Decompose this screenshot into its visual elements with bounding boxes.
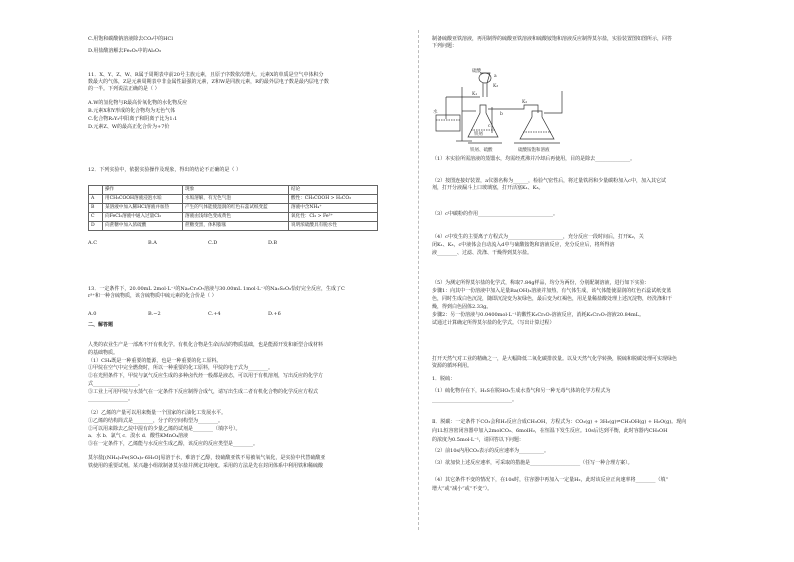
q12-option: B.A [148,240,157,246]
table-cell: 蔗糖变黑，体积膨胀 [183,222,289,231]
table-header-row [89,186,378,195]
q15-part5 [432,279,672,327]
table-cell: D [89,222,103,231]
caption-right: 硫酸铵饱和溶液 [518,148,550,153]
q13-option: A.0 [88,311,97,317]
q13-stem [88,286,345,300]
q11-options [88,99,187,131]
table-cell: C [89,213,103,222]
q16-part1-line: ________________________________。 [432,397,518,403]
q16-desulfurization-title: 1．脱硫： [432,376,456,382]
table-cell: 向FeCl₂溶液中通入过量Cl₂ [103,213,183,222]
q13-option: D.+6 [268,311,281,317]
table-cell: 酸性：CH₃COOH > H₂CO₃ [289,195,378,204]
table-cell: A [89,195,103,204]
q16-part4 [432,476,668,494]
q14-line: 人类的农业生产是一部离不开有机化学。有机化合物是生命活动的物质基础，也是能源开发和新型合成材料 [88,342,324,348]
q14-line: ①甲烷在空气中完全燃烧时，所以一种重要的化工原料，甲烷的电子式为________。 [88,365,274,372]
q11-stem [88,72,329,92]
column-divider [418,30,419,530]
q16-decarbonization-line: 的浓度为0.5mol·L⁻¹，请回答以下问题： [432,437,524,443]
q16-part3: （3）欲加快上述反应速率，可采取的措施是____________________（任写一种合理方案）。 [432,460,633,466]
table-cell: 溶液中含NH₄⁺ [289,204,378,213]
section-title: 二、解答题 [88,322,114,328]
q11-option-d: D.元素Z、W的最高正化合价为+7价 [88,124,170,130]
q14-line: ③在一定条件下，乙烯能与水反应生成乙醇，该反应的反应类型是________。 [88,441,259,447]
q14-line: 铁使用的重要试剂。某兴趣小组欲制备莫尔盐并测定其纯度。采用的方法是先在封闭体系中利用铁和稀硫酸 [88,462,324,469]
q15-intro-line: 制备硫酸亚铁溶液，再用制得的硫酸亚铁溶液和硫酸铵饱和溶液反应制得莫尔盐，实验装置图如图所示，回答 [432,36,673,42]
label-water: 水 [433,110,438,115]
q13-options [88,311,313,318]
q15-intro [432,36,672,50]
q16-decarbonization-line: 向1L恒容密闭容器中加入2molCO₂、6molH₂，在恒温下发生反应。10s后达到平衡，此时容器内CH₃OH [432,428,668,434]
q15-part1: （1）本实验所需溶液的蒸馏水，均需经煮沸并冷却后再使用，目的是除去______________。 [432,156,636,162]
q11-stem-line: 数最大的气体，Z是元素周期表中非金属性最强的元素，Z和W是同族元素，R的最外层电子数是最内层电子数 [88,78,329,85]
q12-option: D.B [268,240,278,246]
q12-stem: 12．下列实验中，依据实验操作及现象，得出的结论不正确的是（ ） [88,167,241,173]
water-trough [436,115,460,131]
q15-part4-line: 液________、过滤、洗涤、干燥得到莫尔盐。 [432,250,533,256]
q16-part1 [432,387,610,405]
table-cell: 产生的气体能使湿润的红色石蕊试纸变蓝 [183,204,289,213]
apparatus-figure [432,67,592,155]
q16-intro-line: 资源的循环利用。 [432,362,473,369]
q14-line: （2）乙烯的产量可以用来衡量一个国家的石油化工发展水平。 [88,410,227,416]
q11-option-c: C.化合物R₂Y₂中阳离子和阴离子比为1:1 [88,116,178,122]
label-a: a [494,74,497,79]
q15-part2-line: 剂，打开分液漏斗上口玻璃塞，打开活塞K₁、K₃。 [432,184,544,191]
q15-part4-line: （4）c中发生的主要离子方程式为______________________，充分反应一段时间后，打开K₂，关 [432,234,644,240]
q14-line: ________________。 [88,396,134,403]
q15-part5-line: 试通过计算确定所得莫尔盐的化学式。（写出计算过程） [432,320,555,326]
q15-part4 [432,233,644,257]
q14-line: ②在光照条件下，甲烷与氯气反应生成的多种卤代烃一般都是液态，可以用于有机溶剂，写出反应的化学方 [88,373,324,379]
q16-part1-line: （1）硫化物存在下，H₂S在脱HO₂生成水蒸气和另一种无毒气体的化学方程式为 [432,388,611,394]
q15-part2 [432,178,666,192]
q10-option-c: C.用饱和碳酸钠溶液除去CO₂中的HCl [88,36,173,42]
flask-d [520,111,554,139]
q15-part3: （3）c中碳粉的作用______________________________。 [432,211,558,217]
q16-intro [432,356,677,370]
q12-options [88,240,313,247]
q16-intro-line: 打开天然气对工业的精确之一，是大幅降低二氧化碳排放量。以及天然气化学转换，脱硫和脱碳处理可实现绿色 [432,356,678,362]
table-header-cell: 结论 [289,186,378,195]
q10-options [88,36,173,55]
q14-line: 式__________________。 [88,380,144,387]
label-c: c [488,124,491,129]
q15-intro-line: 下列问题： [432,42,458,49]
flask-c [468,105,498,137]
q15-part5-line: 步骤1：向其中一份溶液中加入足量Ba(OH)₂溶液并加热，有气体生成，该气体能使湿润的红色石蕊试纸变蓝 [432,288,672,294]
table-cell: 某溶液中加入稀HCl溶液并加热 [103,204,183,213]
q15-part5-line: 色，同时生成白色沉淀，随即沉淀变为灰绿色，最后变为红褐色，用足量稀盐酸处理上述沉淀物，经洗涤和干 [432,296,673,302]
table-row [89,222,378,231]
delivery-tube [446,97,480,119]
table-cell: 向蔗糖中加入浓硫酸 [103,222,183,231]
label-funnel-text: 硫酸 [472,69,481,74]
q14-line: ③工业上可用甲烷与水蒸气在一定条件下反应制得合成气，请写出生成二者有机化合物的化学反应方程式 [88,388,319,395]
q15-part4-line: 闭K₁、K₃，c中液体会自动流入d中与硫酸铵饱和溶液反应，充分反应后，将所得溶 [432,242,615,248]
q16-part4-line: （4）其它条件不变的情况下，在10s时，往容器中再加入一定量H₂，此时该反应正向速率将________（填“ [432,477,669,483]
separatory-funnel [480,73,490,97]
table-row [89,213,378,222]
label-k3: K₃ [493,84,499,89]
table-header-cell: 操作 [103,186,183,195]
q12-option: A.C [88,240,98,246]
connecting-tube [488,105,538,113]
table-row [89,204,378,213]
q16-part4-line: 增大”或“减小”或“不变”）。 [432,486,493,492]
table-cell: B [89,204,103,213]
label-k2: K₂ [522,100,528,105]
q12-option: C.D [208,240,218,246]
q15-part5-line: （5）为测定所得莫尔盐的化学式，称取7.84g样品，均分为两份，分别配制溶液，进行如下实验： [432,280,650,286]
q10-option-d: D.用盐酸溶解去Fe₂O₃中的Al₂O₃ [88,47,162,54]
table-cell: 溶液由浅绿色变成黄色 [183,213,289,222]
q11-stem-line: 的一半。下列说法正确的是（ ） [88,85,160,92]
table-cell: 氧化性：Cl₂ > Fe³⁺ [289,213,378,222]
label-k1: K₁ [472,92,478,97]
q16-decarbonization [432,418,686,445]
q13-stem-line: r³⁺和一种含硫物质，该含硫物质中硫元素的化合价是（ ） [88,292,217,299]
table-row [89,195,378,204]
q14-line: 的基础物质。 [88,349,119,356]
table-cell: 说明浓硫酸具有脱水性 [289,222,378,231]
table-cell: 水垢溶解，有无色气泡 [183,195,289,204]
q14-line: （1）CH₄既是一种重要的能源，也是一种重要的化工原料。 [88,357,222,364]
q14-line: ①乙烯的结构简式是________，分子的空间构型为________。 [88,417,224,424]
q14-line: a．水 b．氯气 c．溴水 d．酸性KMnO₄溶液 [88,433,189,440]
q12-table [88,185,378,231]
q15-part5-line: 步骤2：另一份溶液与0.0400mol·L⁻¹的酸性K₂Cr₂O₇溶液反应，消耗K₂Cr₂O₇溶液20.84mL。 [432,312,645,318]
q16-part2: （2）前10s内用CO₂表示的反应速率为__________。 [432,448,550,454]
q13-option: C.+4 [208,311,221,317]
q11-stem-line: 11．X、Y、Z、W、R属于周期表中前20号主族元素，且原子序数依次增大。元素X的单质是空气中体积分 [88,72,324,78]
label-iron: 铁屑 [474,132,483,137]
q11-option-b: B.元素X和Y形成的化合物均为无色气体 [88,108,176,114]
q13-stem-line: 13．一定条件下，20.00mL 2mol·L⁻¹的Na₂Cr₂O₇溶液与30.00mL 1mol·L⁻¹的Na₂S₂O₃恰好完全反应，生成了C [88,286,345,292]
q11-option-a: A.W的氢化物与R最高价氧化物的水化物反应 [88,100,188,106]
label-b: b [500,112,503,117]
table-header-cell [89,186,103,195]
caption-left: 铁屑、硫酸 [470,148,493,153]
q14-body [88,342,325,470]
q16-decarbonization-line: Ⅱ．脱碳：一定条件下CO₂会和H₂反应合成CH₃OH，方程式为：CO₂(g) + 3H₂(g)⇌CH₃OH(g) + H₂O(g)。现向 [432,419,687,425]
q15-part2-line: （2）按图连接好装置，a仪器名称为______，检验气密性后，将过量铁屑和少量碳粉加入c中，加入其它试 [432,178,666,184]
table-header-cell: 现象 [183,186,289,195]
table-cell: 用CH₃COOH溶液浸泡水垢 [103,195,183,204]
q14-line: ②可以用来除去乙烷中混有的少量乙烯的试剂是________（填序号）。 [88,425,241,432]
q13-option: B.−2 [148,311,161,317]
q15-part5-line: 燥，得到白色固体2.33g。 [432,304,492,310]
q14-line: 莫尔盐[(NH₄)₂Fe(SO₄)₂·6H₂O]易溶于水，难溶于乙醇，较硫酸亚铁不易被氧气氧化，是实验中代替硫酸亚 [88,454,326,461]
